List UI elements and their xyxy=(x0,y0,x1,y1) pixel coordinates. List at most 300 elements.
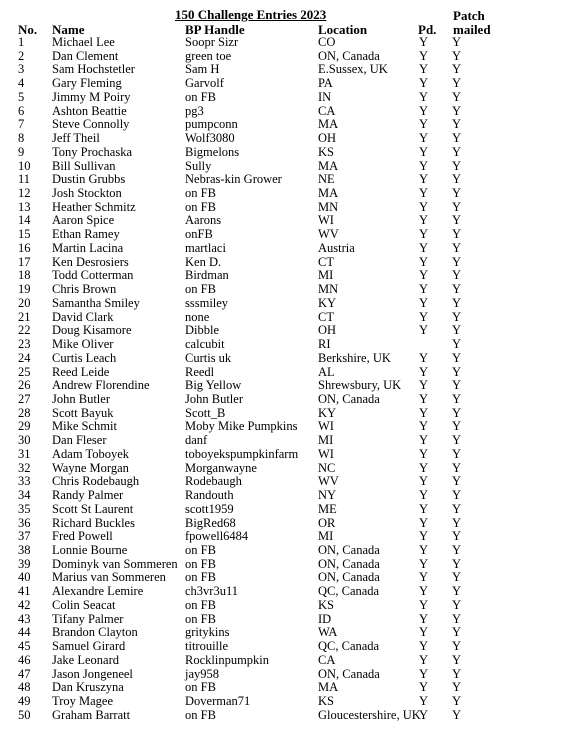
row-patch-mailed: Y xyxy=(452,48,462,63)
row-number: 11 xyxy=(18,172,31,187)
table-row xyxy=(0,420,568,434)
row-bp-handle: Birdman xyxy=(185,268,229,283)
row-number: 10 xyxy=(18,158,31,173)
row-paid: Y xyxy=(419,172,429,187)
row-name: Jason Jongeneel xyxy=(52,666,133,681)
row-patch-mailed: Y xyxy=(452,584,462,599)
row-location: ON, Canada xyxy=(318,666,380,681)
row-bp-handle: Rodebaugh xyxy=(185,474,242,489)
row-name: Doug Kisamore xyxy=(52,323,132,338)
row-name: Samuel Girard xyxy=(52,639,126,654)
row-name: Dominyk van Sommeren xyxy=(52,556,178,571)
row-paid: Y xyxy=(419,584,429,599)
row-location: MI xyxy=(318,529,334,544)
row-bp-handle: ch3vr3u11 xyxy=(185,584,238,599)
table-row xyxy=(0,668,568,682)
row-location: MA xyxy=(318,158,339,173)
row-bp-handle: pg3 xyxy=(185,103,204,118)
row-patch-mailed: Y xyxy=(452,378,462,393)
row-number: 40 xyxy=(18,570,31,585)
row-bp-handle: Aarons xyxy=(185,213,222,228)
row-name: Gary Fleming xyxy=(52,76,122,91)
row-paid: Y xyxy=(419,350,429,365)
row-name: Chris Brown xyxy=(52,282,117,297)
row-bp-handle: on FB xyxy=(185,282,216,297)
row-number: 20 xyxy=(18,295,31,310)
row-number: 50 xyxy=(18,707,31,722)
row-paid: Y xyxy=(419,103,429,118)
row-name: Samantha Smiley xyxy=(52,295,140,310)
row-paid: Y xyxy=(419,694,429,709)
table-row xyxy=(0,160,568,174)
table-row xyxy=(0,187,568,201)
row-name: Heather Schmitz xyxy=(52,199,136,214)
row-name: Chris Rodebaugh xyxy=(52,474,140,489)
row-paid: Y xyxy=(419,131,429,146)
row-location: NC xyxy=(318,460,336,475)
table-row xyxy=(0,530,568,544)
table-row xyxy=(0,709,568,723)
row-patch-mailed: Y xyxy=(452,515,462,530)
row-paid: Y xyxy=(419,652,429,667)
row-number: 8 xyxy=(18,131,25,146)
table-row xyxy=(0,613,568,627)
row-paid: Y xyxy=(419,117,429,132)
table-row xyxy=(0,695,568,709)
row-name: David Clark xyxy=(52,309,114,324)
row-paid: Y xyxy=(419,144,429,159)
row-location: NY xyxy=(318,488,337,503)
row-bp-handle: martlaci xyxy=(185,240,226,255)
row-number: 38 xyxy=(18,543,31,557)
row-name: Ken Desrosiers xyxy=(52,254,129,269)
row-bp-handle: Reedl xyxy=(185,364,215,379)
row-bp-handle: scott1959 xyxy=(185,501,234,516)
row-location: RI xyxy=(318,337,331,352)
row-number: 9 xyxy=(18,144,25,159)
table-row xyxy=(0,173,568,187)
row-location: ON, Canada xyxy=(318,570,380,585)
row-location: ON, Canada xyxy=(318,48,380,63)
row-patch-mailed: Y xyxy=(452,364,462,379)
row-patch-mailed: Y xyxy=(452,570,462,585)
row-bp-handle: Randouth xyxy=(185,488,234,503)
table-row xyxy=(0,118,568,132)
row-patch-mailed: Y xyxy=(452,625,462,640)
row-number: 7 xyxy=(18,117,25,132)
table-row xyxy=(0,503,568,517)
row-name: Tifany Palmer xyxy=(52,611,124,626)
row-location: Shrewsbury, UK xyxy=(318,378,402,393)
row-location: Austria xyxy=(318,240,355,255)
row-location: MA xyxy=(318,680,339,695)
row-name: Adam Toboyek xyxy=(52,446,130,461)
table-row xyxy=(0,393,568,407)
row-paid: Y xyxy=(419,625,429,640)
row-number: 37 xyxy=(18,529,31,544)
row-number: 36 xyxy=(18,515,31,530)
row-number: 47 xyxy=(18,666,31,681)
row-bp-handle: green toe xyxy=(185,48,232,63)
row-location: ON, Canada xyxy=(318,391,380,406)
row-number: 30 xyxy=(18,433,31,448)
row-number: 27 xyxy=(18,391,31,406)
row-bp-handle: danf xyxy=(185,433,208,448)
table-row xyxy=(0,448,568,462)
row-patch-mailed: Y xyxy=(452,666,462,681)
row-name: Richard Buckles xyxy=(52,515,135,530)
row-location: CT xyxy=(318,309,334,324)
row-paid: Y xyxy=(419,158,429,173)
table-row xyxy=(0,228,568,242)
header-paid: Pd. xyxy=(418,22,437,37)
row-patch-mailed: Y xyxy=(452,460,462,475)
row-name: Marius van Sommeren xyxy=(52,570,166,585)
row-paid: Y xyxy=(419,666,429,681)
row-patch-mailed: Y xyxy=(452,199,462,214)
row-name: Dan Kruszyna xyxy=(52,680,124,695)
table-row xyxy=(0,489,568,503)
row-patch-mailed: Y xyxy=(452,446,462,461)
row-name: John Butler xyxy=(52,391,110,406)
row-name: Dan Clement xyxy=(52,48,119,63)
row-bp-handle: on FB xyxy=(185,680,216,695)
row-name: Michael Lee xyxy=(52,35,115,49)
table-row xyxy=(0,36,568,50)
row-paid: Y xyxy=(419,570,429,585)
row-bp-handle: jay958 xyxy=(185,666,220,681)
row-name: Colin Seacat xyxy=(52,597,116,612)
row-location: WV xyxy=(318,474,339,489)
row-number: 28 xyxy=(18,405,31,420)
row-bp-handle: sssmiley xyxy=(185,295,229,310)
table-row xyxy=(0,214,568,228)
row-patch-mailed: Y xyxy=(452,419,462,434)
row-patch-mailed: Y xyxy=(452,76,462,91)
row-patch-mailed: Y xyxy=(452,62,462,77)
table-row xyxy=(0,571,568,585)
row-bp-handle: on FB xyxy=(185,707,216,722)
row-location: KY xyxy=(318,295,337,310)
table-row xyxy=(0,475,568,489)
row-paid: Y xyxy=(419,323,429,338)
row-location: QC, Canada xyxy=(318,639,380,654)
row-number: 31 xyxy=(18,446,31,461)
row-name: Curtis Leach xyxy=(52,350,117,365)
row-location: PA xyxy=(318,76,333,91)
table-row xyxy=(0,63,568,77)
row-paid: Y xyxy=(419,460,429,475)
table-row xyxy=(0,132,568,146)
row-location: CA xyxy=(318,103,336,118)
row-number: 19 xyxy=(18,282,31,297)
row-patch-mailed: Y xyxy=(452,213,462,228)
row-location: MA xyxy=(318,117,339,132)
row-number: 4 xyxy=(18,76,25,91)
row-number: 15 xyxy=(18,227,31,242)
row-paid: Y xyxy=(419,639,429,654)
row-location: OH xyxy=(318,131,337,146)
row-location: QC, Canada xyxy=(318,584,380,599)
row-location: ON, Canada xyxy=(318,543,380,557)
row-bp-handle: Nebras-kin Grower xyxy=(185,172,282,187)
row-patch-mailed: Y xyxy=(452,433,462,448)
row-patch-mailed: Y xyxy=(452,556,462,571)
row-patch-mailed: Y xyxy=(452,309,462,324)
row-number: 48 xyxy=(18,680,31,695)
row-patch-mailed: Y xyxy=(452,131,462,146)
row-location: CT xyxy=(318,254,334,269)
row-number: 18 xyxy=(18,268,31,283)
row-location: IN xyxy=(318,89,332,104)
row-number: 34 xyxy=(18,488,31,503)
row-name: Troy Magee xyxy=(52,694,113,709)
table-row xyxy=(0,297,568,311)
row-name: Steve Connolly xyxy=(52,117,130,132)
row-name: Josh Stockton xyxy=(52,186,122,201)
row-paid: Y xyxy=(419,474,429,489)
table-row xyxy=(0,242,568,256)
row-number: 42 xyxy=(18,597,31,612)
row-name: Dan Fleser xyxy=(52,433,107,448)
row-bp-handle: Wolf3080 xyxy=(185,131,235,146)
row-paid: Y xyxy=(419,378,429,393)
row-bp-handle: on FB xyxy=(185,597,216,612)
table-row xyxy=(0,77,568,91)
row-number: 14 xyxy=(18,213,31,228)
table-row xyxy=(0,324,568,338)
row-paid: Y xyxy=(419,556,429,571)
row-paid: Y xyxy=(419,501,429,516)
row-name: Scott St Laurent xyxy=(52,501,134,516)
row-patch-mailed: Y xyxy=(452,186,462,201)
row-paid: Y xyxy=(419,543,429,557)
row-number: 26 xyxy=(18,378,31,393)
row-number: 29 xyxy=(18,419,31,434)
row-patch-mailed: Y xyxy=(452,694,462,709)
row-name: Todd Cotterman xyxy=(52,268,134,283)
table-row xyxy=(0,269,568,283)
table-row xyxy=(0,517,568,531)
row-location: KS xyxy=(318,597,334,612)
row-patch-mailed: Y xyxy=(452,337,462,352)
header-bp-handle: BP Handle xyxy=(185,22,245,37)
row-patch-mailed: Y xyxy=(452,474,462,489)
row-patch-mailed: Y xyxy=(452,268,462,283)
row-number: 1 xyxy=(18,35,25,49)
row-name: Reed Leide xyxy=(52,364,110,379)
row-number: 46 xyxy=(18,652,31,667)
row-location: KS xyxy=(318,694,334,709)
row-paid: Y xyxy=(419,199,429,214)
table-row xyxy=(0,407,568,421)
row-bp-handle: on FB xyxy=(185,199,216,214)
row-bp-handle: Soopr Sizr xyxy=(185,35,239,49)
row-bp-handle: on FB xyxy=(185,556,216,571)
table-row xyxy=(0,585,568,599)
row-number: 2 xyxy=(18,48,25,63)
row-paid: Y xyxy=(419,419,429,434)
row-paid: Y xyxy=(419,529,429,544)
row-location: MN xyxy=(318,282,339,297)
row-patch-mailed: Y xyxy=(452,391,462,406)
row-number: 25 xyxy=(18,364,31,379)
table-row xyxy=(0,256,568,270)
row-location: AL xyxy=(318,364,335,379)
row-bp-handle: Rocklinpumpkin xyxy=(185,652,270,667)
row-bp-handle: gritykins xyxy=(185,625,230,640)
row-paid: Y xyxy=(419,89,429,104)
row-paid: Y xyxy=(419,254,429,269)
row-patch-mailed: Y xyxy=(452,89,462,104)
row-bp-handle: on FB xyxy=(185,611,216,626)
row-paid: Y xyxy=(419,227,429,242)
row-number: 33 xyxy=(18,474,31,489)
row-paid: Y xyxy=(419,707,429,722)
row-number: 16 xyxy=(18,240,31,255)
row-patch-mailed: Y xyxy=(452,405,462,420)
table-row xyxy=(0,146,568,160)
row-bp-handle: onFB xyxy=(185,227,213,242)
row-patch-mailed: Y xyxy=(452,707,462,722)
row-name: Wayne Morgan xyxy=(52,460,129,475)
row-patch-mailed: Y xyxy=(452,35,462,49)
row-location: MN xyxy=(318,199,339,214)
row-paid: Y xyxy=(419,309,429,324)
row-location: OR xyxy=(318,515,336,530)
row-name: Alexandre Lemire xyxy=(52,584,144,599)
row-patch-mailed: Y xyxy=(452,282,462,297)
row-location: KY xyxy=(318,405,337,420)
row-paid: Y xyxy=(419,433,429,448)
row-patch-mailed: Y xyxy=(452,172,462,187)
row-bp-handle: Sully xyxy=(185,158,212,173)
row-name: Andrew Florendine xyxy=(52,378,150,393)
row-bp-handle: Moby Mike Pumpkins xyxy=(185,419,298,434)
row-paid: Y xyxy=(419,213,429,228)
table-row xyxy=(0,283,568,297)
row-location: MI xyxy=(318,433,334,448)
row-bp-handle: fpowell6484 xyxy=(185,529,249,544)
row-location: KS xyxy=(318,144,334,159)
row-paid: Y xyxy=(419,282,429,297)
row-patch-mailed: Y xyxy=(452,350,462,365)
table-row xyxy=(0,50,568,64)
row-patch-mailed: Y xyxy=(452,501,462,516)
row-name: Sam Hochstetler xyxy=(52,62,135,77)
row-bp-handle: Scott_B xyxy=(185,405,226,420)
row-location: CO xyxy=(318,35,336,49)
table-row xyxy=(0,681,568,695)
row-bp-handle: Morganwayne xyxy=(185,460,257,475)
row-location: ID xyxy=(318,611,332,626)
table-row xyxy=(0,462,568,476)
row-patch-mailed: Y xyxy=(452,295,462,310)
row-bp-handle: John Butler xyxy=(185,391,243,406)
row-patch-mailed: Y xyxy=(452,240,462,255)
row-paid: Y xyxy=(419,62,429,77)
row-name: Tony Prochaska xyxy=(52,144,133,159)
row-paid: Y xyxy=(419,515,429,530)
row-patch-mailed: Y xyxy=(452,103,462,118)
row-patch-mailed: Y xyxy=(452,488,462,503)
table-row xyxy=(0,201,568,215)
row-name: Jeff Theil xyxy=(52,131,100,146)
row-number: 6 xyxy=(18,103,25,118)
row-location: ON, Canada xyxy=(318,556,380,571)
row-paid: Y xyxy=(419,240,429,255)
row-number: 24 xyxy=(18,350,31,365)
header-patch-line1: Patch xyxy=(453,8,485,23)
header-patch-mailed xyxy=(453,9,491,36)
row-number: 12 xyxy=(18,186,31,201)
row-number: 43 xyxy=(18,611,31,626)
row-paid: Y xyxy=(419,268,429,283)
row-patch-mailed: Y xyxy=(452,543,462,557)
row-name: Mike Oliver xyxy=(52,337,114,352)
row-paid: Y xyxy=(419,446,429,461)
row-paid: Y xyxy=(419,488,429,503)
row-bp-handle: on FB xyxy=(185,186,216,201)
row-bp-handle: pumpconn xyxy=(185,117,238,132)
row-name: Scott Bayuk xyxy=(52,405,114,420)
row-name: Jake Leonard xyxy=(52,652,119,667)
table-row xyxy=(0,105,568,119)
row-name: Ashton Beattie xyxy=(52,103,127,118)
row-bp-handle: on FB xyxy=(185,570,216,585)
row-location: MA xyxy=(318,186,339,201)
row-number: 39 xyxy=(18,556,31,571)
row-paid: Y xyxy=(419,391,429,406)
row-location: WI xyxy=(318,419,334,434)
row-number: 17 xyxy=(18,254,31,269)
row-name: Martin Lacina xyxy=(52,240,124,255)
row-bp-handle: Dibble xyxy=(185,323,220,338)
row-bp-handle: titrouille xyxy=(185,639,229,654)
table-row xyxy=(0,366,568,380)
row-location: WA xyxy=(318,625,338,640)
row-name: Graham Barratt xyxy=(52,707,131,722)
row-patch-mailed: Y xyxy=(452,117,462,132)
row-paid: Y xyxy=(419,405,429,420)
table-row xyxy=(0,338,568,352)
row-number: 22 xyxy=(18,323,31,338)
row-bp-handle: on FB xyxy=(185,89,216,104)
row-number: 45 xyxy=(18,639,31,654)
row-location: Berkshire, UK xyxy=(318,350,391,365)
row-name: Dustin Grubbs xyxy=(52,172,126,187)
table-row xyxy=(0,654,568,668)
row-bp-handle: Bigmelons xyxy=(185,144,240,159)
row-location: E.Sussex, UK xyxy=(318,62,388,77)
row-bp-handle: Ken D. xyxy=(185,254,222,269)
row-paid: Y xyxy=(419,35,429,49)
row-number: 32 xyxy=(18,460,31,475)
row-name: Aaron Spice xyxy=(52,213,115,228)
row-location: NE xyxy=(318,172,335,187)
row-paid: Y xyxy=(419,364,429,379)
row-location: MI xyxy=(318,268,334,283)
table-row xyxy=(0,558,568,572)
row-paid: Y xyxy=(419,597,429,612)
table-row xyxy=(0,640,568,654)
row-number: 49 xyxy=(18,694,31,709)
row-patch-mailed: Y xyxy=(452,529,462,544)
row-number: 5 xyxy=(18,89,25,104)
row-patch-mailed: Y xyxy=(452,254,462,269)
table-row xyxy=(0,91,568,105)
row-name: Jimmy M Poiry xyxy=(52,89,131,104)
